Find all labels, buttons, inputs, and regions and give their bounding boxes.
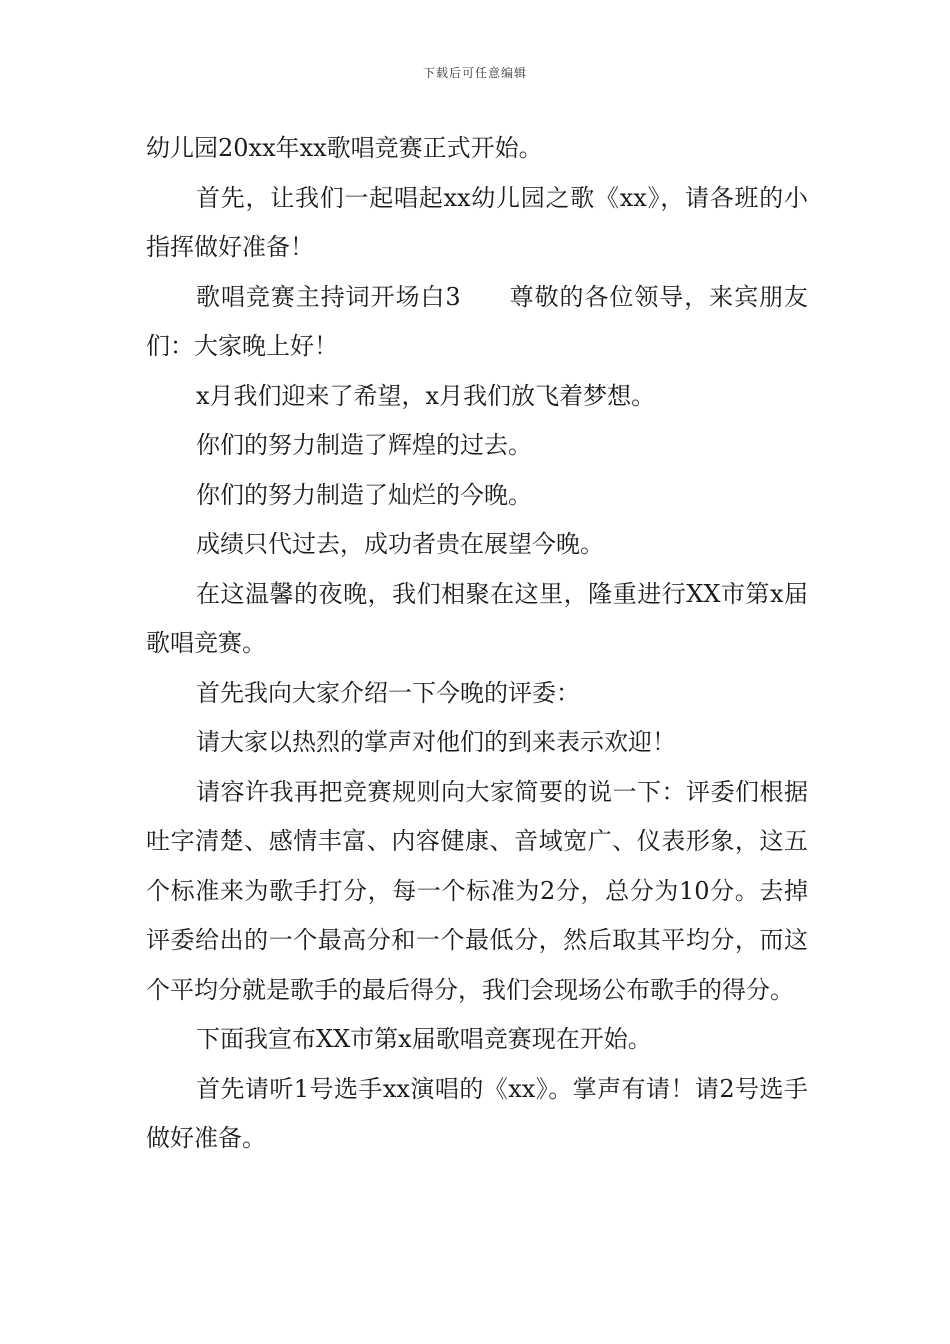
paragraph: 你们的努力制造了灿烂的今晚。 <box>196 480 532 509</box>
paragraph: 请容许我再把竞赛规则向大家简要的说一下：评委们根据吐字清楚、感情丰富、内容健康、音域宽广、仪表形象，这五个标准来为歌手打分，每一个标准为2分，总分为10分。去掉评委给出的一个最高分和一个最低分，然后取其平均分，而这个平均分就是歌手的最后得分，我们会现场公布歌手的得分。 <box>146 777 808 1004</box>
header-note: 下载后可任意编辑 <box>422 66 527 80</box>
paragraph: 首先，让我们一起唱起xx幼儿园之歌《xx》，请各班的小指挥做好准备！ <box>146 183 808 261</box>
paragraph: 在这温馨的夜晚，我们相聚在这里，隆重进行XX市第x届歌唱竞赛。 <box>146 579 808 657</box>
paragraph: 首先我向大家介绍一下今晚的评委： <box>196 678 580 707</box>
document-body <box>146 124 808 1164</box>
section-heading: 歌唱竞赛主持词开场白3 <box>196 282 461 311</box>
paragraph: 请大家以热烈的掌声对他们的到来表示欢迎！ <box>196 728 676 756</box>
paragraph: x月我们迎来了希望，x月我们放飞着梦想。 <box>196 381 656 410</box>
paragraph: 幼儿园20xx年xx歌唱竞赛正式开始。 <box>146 134 543 162</box>
paragraph: 成绩只代过去，成功者贵在展望今晚。 <box>196 530 604 558</box>
paragraph: 首先请听1号选手xx演唱的《xx》。掌声有请！请2号选手做好准备。 <box>146 1074 808 1152</box>
paragraph-text: 尊敬的各位领导，来宾朋友们：大家晚上好！ <box>146 282 808 360</box>
paragraph: 下面我宣布XX市第x届歌唱竞赛现在开始。 <box>196 1025 652 1053</box>
paragraph-with-heading <box>146 273 808 372</box>
paragraph: 你们的努力制造了辉煌的过去。 <box>196 431 532 459</box>
